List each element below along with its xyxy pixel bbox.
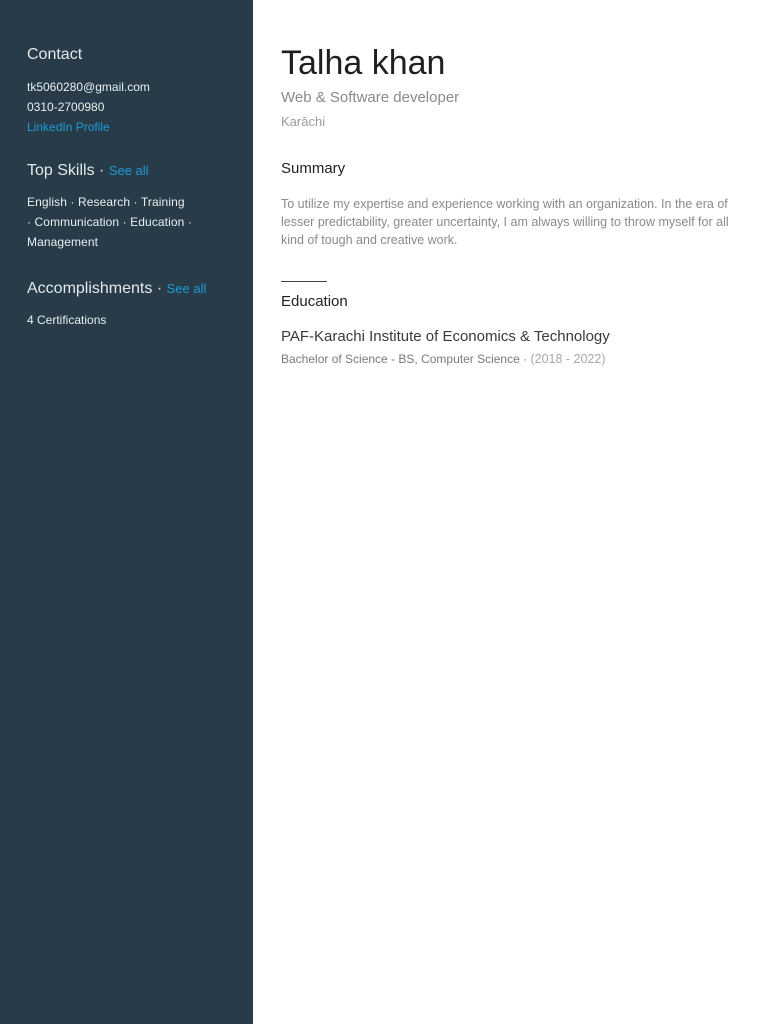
education-degree: Bachelor of Science - BS, Computer Science [281,352,520,366]
education-dates: (2018 - 2022) [530,352,606,366]
profile-location: Karāchi [281,114,326,129]
education-separator: · [523,352,528,366]
education-degree-line [281,350,606,368]
top-skills-heading: Top Skills [27,162,95,179]
profile-headline: Web & Software developer [281,89,460,106]
accomplishments-see-all-link[interactable]: See all [166,281,207,296]
linkedin-profile-link[interactable]: LinkedIn Profile [27,120,110,134]
top-skills-separator: · [99,162,105,179]
skills-line: Management [27,235,99,249]
education-heading: Education [281,293,348,310]
summary-heading: Summary [281,160,346,177]
top-skills-header [27,161,232,181]
contact-section [27,45,232,137]
certifications-count: 4 Certifications [27,313,107,327]
sidebar [0,0,253,1024]
skills-line: · Communication · Education · [27,215,192,229]
top-skills-section [27,161,232,252]
contact-email[interactable]: tk5060280@gmail.com [27,80,150,94]
accomplishments-section [27,279,232,330]
section-divider [281,281,327,282]
profile-name: Talha khan [281,44,446,82]
education-school: PAF-Karachi Institute of Economics & Technology [281,328,610,345]
skills-line: English · Research · Training [27,195,185,209]
accomplishments-header [27,279,232,299]
accomplishments-separator: · [156,280,163,297]
skills-list [27,192,232,252]
top-skills-see-all-link[interactable]: See all [108,163,149,178]
accomplishments-heading: Accomplishments [27,280,153,297]
contact-phone[interactable]: 0310-2700980 [27,100,105,114]
summary-text: To utilize my expertise and experience working with an organization. In the era of lesser predictability, greater uncertainty, I am always willing to throw myself for all kind of tough and creative work. [281,197,729,247]
contact-heading: Contact [27,46,83,63]
